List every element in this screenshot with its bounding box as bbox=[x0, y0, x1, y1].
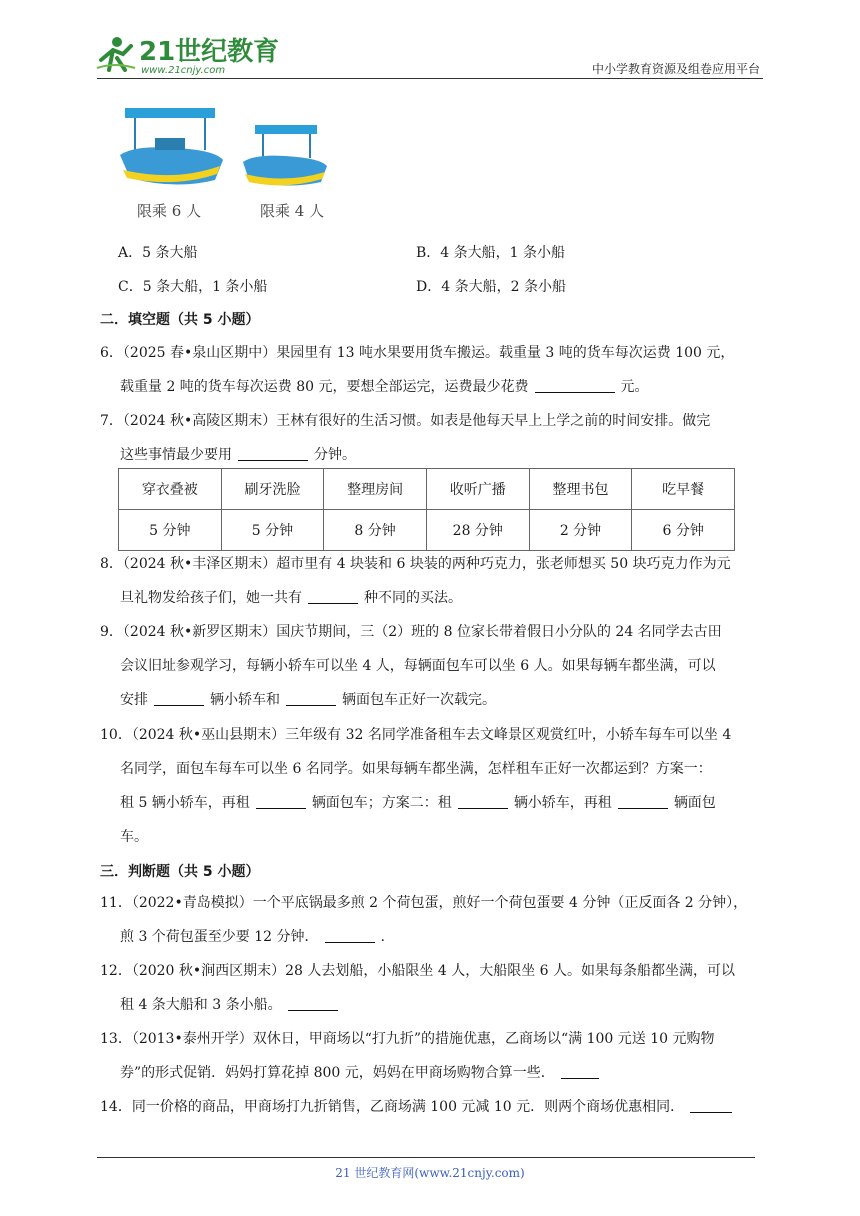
logo-url: www.21cnjy.com bbox=[141, 65, 226, 76]
option-c: C．5 条大船，1 条小船 bbox=[118, 279, 268, 295]
boat-figure bbox=[115, 100, 335, 225]
answer-blank bbox=[535, 378, 615, 393]
table-cell: 2 分钟 bbox=[529, 510, 632, 551]
table-cell: 6 分钟 bbox=[632, 510, 735, 551]
table-cell: 8 分钟 bbox=[324, 510, 427, 551]
table-cell: 5 分钟 bbox=[221, 510, 324, 551]
site-logo bbox=[95, 34, 280, 76]
platform-name: 中小学教育资源及组卷应用平台 bbox=[591, 62, 760, 76]
section-fill-in: 二．填空题（共 5 小题） bbox=[100, 312, 260, 328]
answer-blank bbox=[618, 794, 668, 809]
table-cell: 吃早餐 bbox=[632, 469, 735, 510]
big-boat-image bbox=[120, 108, 223, 185]
table-cell: 整理书包 bbox=[529, 469, 632, 510]
question-14: 14．同一价格的商品，甲商场打九折销售，乙商场满 100 元减 10 元．则两个商场优惠相同． bbox=[100, 1090, 763, 1124]
answer-blank bbox=[690, 1098, 732, 1113]
answer-blank bbox=[256, 794, 306, 809]
answer-blank bbox=[154, 691, 204, 706]
answer-blank bbox=[308, 589, 358, 604]
option-b: B．4 条大船，1 条小船 bbox=[416, 245, 566, 261]
table-cell: 刷牙洗脸 bbox=[221, 469, 324, 510]
header-divider bbox=[97, 78, 763, 79]
table-cell: 5 分钟 bbox=[119, 510, 222, 551]
logo-title: 21世纪教育 bbox=[139, 37, 280, 67]
option-a: A．5 条大船 bbox=[118, 245, 198, 261]
table-cell: 28 分钟 bbox=[426, 510, 529, 551]
question-8: 8．（2024 秋•丰泽区期末）超市里有 4 块装和 6 块装的两种巧克力，张老师想买 50 块巧克力作为元 旦礼物发给孩子们，她一共有 种不同的买法。 bbox=[100, 556, 731, 606]
answer-blank bbox=[288, 996, 338, 1011]
table-cell: 收听广播 bbox=[426, 469, 529, 510]
table-cell: 穿衣叠被 bbox=[119, 469, 222, 510]
footer-text: 21 世纪教育网(www.21cnjy.com) bbox=[335, 1166, 525, 1180]
schedule-table bbox=[118, 468, 735, 551]
question-10: 10．（2024 秋•巫山县期末）三年级有 32 名同学准备租车去文峰景区观赏红叶，小轿车每车可以坐 4 名同学，面包车每车可以坐 6 名同学。如果每辆车都坐满，怎样租车正好一次都运到？方案一： 租 5 辆小轿车，再租 辆面包车；方案二：租 辆小轿车，再租 辆面包 车。 bbox=[100, 727, 732, 845]
table-header-row bbox=[119, 469, 735, 510]
question-12: 12．（2020 秋•涧西区期末）28 人去划船，小船限坐 4 人，大船限坐 6 人。如果每条船都坐满，可以 租 4 条大船和 3 条小船。 bbox=[100, 963, 736, 1013]
question-6: 6．（2025 春•泉山区期中）果园里有 13 吨水果要用货车搬运。载重量 3 吨的货车每次运费 100 元， 载重量 2 吨的货车每次运费 80 元，要想全部运完，运费最少花费 元。 bbox=[100, 345, 735, 395]
question-13: 13．（2013•泰州开学）双休日，甲商场以“打九折”的措施优惠，乙商场以“满 100 元送 10 元购物 券”的形式促销．妈妈打算花掉 800 元，妈妈在甲商场购物合算一些． bbox=[100, 1031, 715, 1081]
table-cell: 整理房间 bbox=[324, 469, 427, 510]
answer-blank bbox=[325, 928, 375, 943]
small-boat-image bbox=[243, 125, 327, 186]
answer-blank bbox=[561, 1064, 599, 1079]
table-row bbox=[119, 510, 735, 551]
runner-logo-icon bbox=[97, 37, 135, 70]
question-7: 7．（2024 秋•高陵区期末）王林有很好的生活习惯。如表是他每天早上上学之前的时间安排。做完 这些事情最少要用 分钟。 bbox=[100, 413, 711, 463]
footer-divider bbox=[97, 1157, 755, 1158]
answer-blank bbox=[286, 691, 336, 706]
section-true-false: 三．判断题（共 5 小题） bbox=[100, 864, 260, 880]
question-11: 11．（2022•青岛模拟）一个平底锅最多煎 2 个荷包蛋，煎好一个荷包蛋要 4 分钟（正反面各 2 分钟）， 煎 3 个荷包蛋至少要 12 分钟． . bbox=[100, 895, 748, 945]
big-boat-label: 限乘 6 人 bbox=[137, 202, 202, 220]
answer-blank bbox=[458, 794, 508, 809]
small-boat-label: 限乘 4 人 bbox=[260, 202, 325, 220]
answer-blank bbox=[238, 446, 308, 461]
question-9: 9．（2024 秋•新罗区期末）国庆节期间，三（2）班的 8 位家长带着假日小分队的 24 名同学去古田 会议旧址参观学习，每辆小轿车可以坐 4 人，每辆面包车可以坐 6 人。如果每辆车都坐满，可以 安排 辆小轿车和 辆面包车正好一次载完。 bbox=[100, 624, 722, 708]
option-d: D．4 条大船，2 条小船 bbox=[416, 279, 566, 295]
